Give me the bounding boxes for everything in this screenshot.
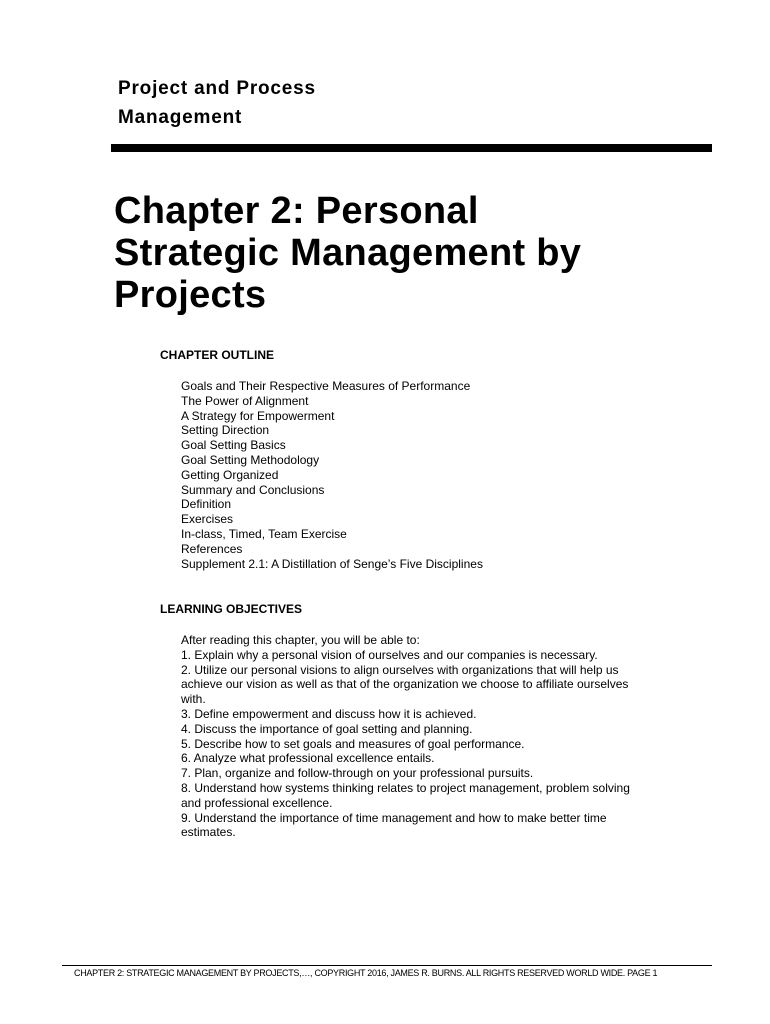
objectives-line: 7. Plan, organize and follow-through on your professional pursuits. (181, 766, 534, 781)
learning-objectives-heading: LEARNING OBJECTIVES (160, 602, 303, 616)
running-head-line-2: Management (118, 107, 243, 128)
outline-item: Summary and Conclusions (181, 482, 325, 497)
outline-item: References (181, 541, 243, 556)
chapter-outline-heading: CHAPTER OUTLINE (160, 348, 274, 362)
outline-item: In-class, Timed, Team Exercise (181, 526, 347, 541)
outline-item: Setting Direction (181, 423, 270, 438)
objectives-line: with. (181, 692, 206, 707)
header-divider (111, 144, 712, 152)
chapter-title-line-2: Strategic Management by (114, 232, 582, 274)
running-head (118, 74, 316, 132)
learning-objectives-body (181, 633, 671, 840)
outline-item: A Strategy for Empowerment (181, 408, 335, 423)
objectives-line: 5. Describe how to set goals and measures of goal performance. (181, 736, 525, 751)
outline-item: Exercises (181, 512, 234, 527)
objectives-line: 8. Understand how systems thinking relates to project management, problem solving (181, 780, 630, 795)
page-footer: CHAPTER 2: STRATEGIC MANAGEMENT BY PROJECTS,…, COPYRIGHT 2016, JAMES R. BURNS. ALL RIGHTS RESERVED WORLD WIDE. PAGE 1 (74, 968, 658, 978)
outline-item: Goal Setting Basics (181, 438, 286, 453)
outline-item: Goals and Their Respective Measures of Performance (181, 379, 471, 393)
outline-item: Goal Setting Methodology (181, 452, 320, 467)
objectives-line: 9. Understand the importance of time management and how to make better time (181, 810, 607, 825)
chapter-title-line-3: Projects (114, 274, 267, 316)
chapter-title (114, 190, 734, 316)
objectives-line: estimates. (181, 825, 236, 840)
outline-item: Supplement 2.1: A Distillation of Senge’s Five Disciplines (181, 556, 483, 571)
outline-item: The Power of Alignment (181, 393, 309, 408)
objectives-line: achieve our vision as well as that of the organization we choose to affiliate ourselves (181, 677, 629, 692)
running-head-line-1: Project and Process (118, 78, 316, 99)
objectives-line: 4. Discuss the importance of goal setting and planning. (181, 721, 473, 736)
footer-divider (62, 965, 712, 966)
objectives-line: and professional excellence. (181, 795, 333, 810)
objectives-line: 3. Define empowerment and discuss how it is achieved. (181, 706, 477, 721)
objectives-line: 1. Explain why a personal vision of ourselves and our companies is necessary. (181, 647, 598, 662)
chapter-title-line-1: Chapter 2: Personal (114, 190, 479, 232)
objectives-line: 2. Utilize our personal visions to align ourselves with organizations that will help us (181, 662, 619, 677)
objectives-line: 6. Analyze what professional excellence entails. (181, 751, 435, 766)
chapter-outline-list (181, 379, 483, 571)
outline-item: Getting Organized (181, 467, 279, 482)
outline-item: Definition (181, 497, 232, 512)
objectives-line: After reading this chapter, you will be able to: (181, 633, 420, 647)
